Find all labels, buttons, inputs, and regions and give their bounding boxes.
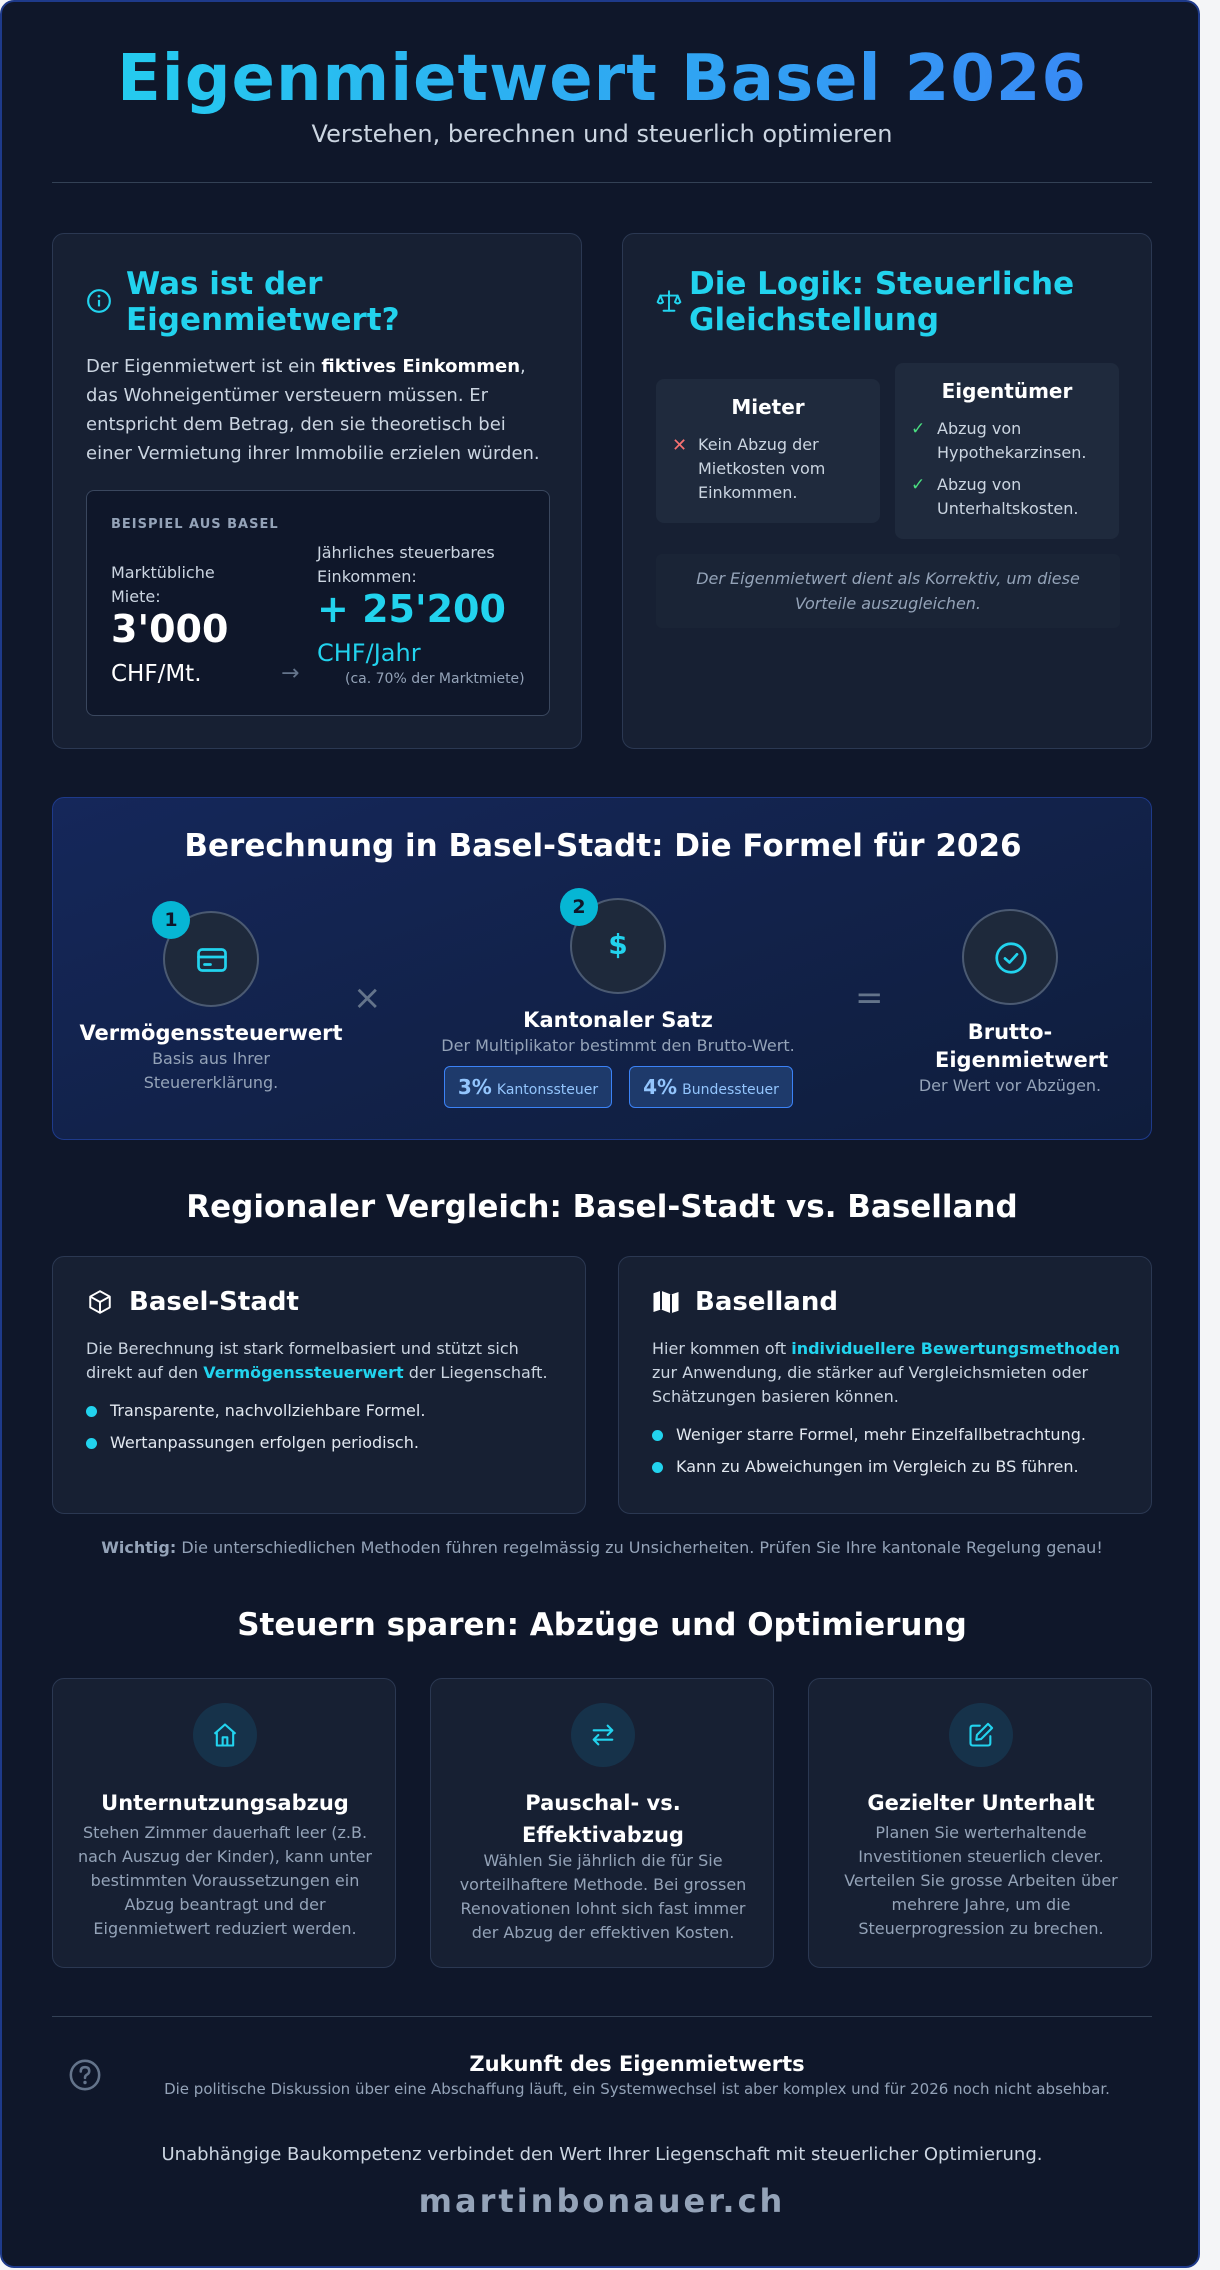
income-label: Jährliches steuerbares Einkommen: bbox=[317, 543, 495, 586]
owner-title: Eigentümer bbox=[941, 379, 1073, 403]
basel-stadt-bullet: Wertanpassungen erfolgen periodisch. bbox=[110, 1431, 419, 1455]
example-label: BEISPIEL AUS BASEL bbox=[111, 517, 279, 532]
rent-value: 3'000 bbox=[111, 607, 229, 651]
check-icon: ✓ bbox=[911, 475, 926, 495]
check-icon: ✓ bbox=[911, 419, 926, 439]
baselland-title: Baselland bbox=[695, 1287, 838, 1317]
footer-tagline: Unabhängige Baukompetenz verbindet den Wert Ihrer Liegenschaft mit steuerlicher Optimierung. bbox=[161, 2144, 1043, 2165]
divider bbox=[52, 2016, 1152, 2017]
income-note: (ca. 70% der Marktmiete) bbox=[345, 671, 525, 687]
divider bbox=[52, 182, 1152, 183]
check-circle-icon bbox=[993, 940, 1029, 976]
regional-title: Regionaler Vergleich: Basel-Stadt vs. Baselland bbox=[186, 1189, 1018, 1225]
baselland-bullet: Kann zu Abweichungen im Vergleich zu BS führen. bbox=[676, 1455, 1079, 1479]
basel-stadt-bullet: Transparente, nachvollziehbare Formel. bbox=[110, 1399, 425, 1423]
tip-desc: Planen Sie werterhaltende Investitionen steuerlich clever. Verteilen Sie grosse Arbeiten über mehrere Jahre, um die Steuerprogression zu brechen. bbox=[844, 1823, 1118, 1938]
tip-desc: Stehen Zimmer dauerhaft leer (z.B. nach Auszug der Kinder), kann unter bestimmten Voraussetzungen ein Abzug beantragt und der Eigenmietwert reduziert werden. bbox=[77, 1823, 373, 1938]
income-unit: CHF/Jahr bbox=[317, 639, 421, 667]
step2-desc: Der Multiplikator bestimmt den Brutto-Wert. bbox=[441, 1036, 795, 1055]
dollar-icon: $ bbox=[608, 928, 628, 961]
tip-title: Gezielter Unterhalt bbox=[867, 1791, 1095, 1815]
basel-stadt-text: Die Berechnung ist stark formelbasiert und stützt sich direkt auf den Vermögenssteuerwert der Liegenschaft. bbox=[86, 1339, 548, 1382]
owner-item: Abzug von Hypothekarzinsen. bbox=[937, 419, 1087, 462]
example-box bbox=[86, 490, 550, 716]
result-desc: Der Wert vor Abzügen. bbox=[918, 1076, 1102, 1095]
logic-card bbox=[622, 233, 1152, 749]
result-circle bbox=[962, 909, 1058, 1005]
map-icon bbox=[651, 1287, 681, 1317]
step1-number: 1 bbox=[152, 901, 190, 939]
logic-title: Die Logik: Steuerliche Gleichstellung bbox=[689, 266, 1075, 338]
page-title: Eigenmietwert Basel 2026 bbox=[2, 42, 1200, 116]
savings-card bbox=[808, 1678, 1152, 1968]
step1-desc: Basis aus Ihrer Steuererklärung. bbox=[143, 1049, 279, 1092]
federal-rate-pill: 4% Bundessteuer bbox=[629, 1066, 793, 1108]
future-title: Zukunft des Eigenmietwerts bbox=[469, 2052, 805, 2076]
cube-icon bbox=[87, 1289, 113, 1315]
canton-rate-pill: 3% Kantonssteuer bbox=[444, 1066, 612, 1108]
info-icon bbox=[86, 288, 112, 314]
savings-title: Steuern sparen: Abzüge und Optimierung bbox=[237, 1607, 967, 1643]
tenant-item: Kein Abzug der Mietkosten vom Einkommen. bbox=[698, 435, 826, 502]
times-operator: × bbox=[353, 978, 382, 1018]
cross-icon: ✕ bbox=[672, 435, 688, 456]
basel-stadt-title: Basel-Stadt bbox=[129, 1287, 299, 1317]
savings-card bbox=[52, 1678, 396, 1968]
scale-icon bbox=[656, 288, 682, 314]
home-icon bbox=[211, 1721, 239, 1749]
equals-operator: = bbox=[855, 978, 884, 1018]
step2-number: 2 bbox=[560, 888, 598, 926]
tip-title: Unternutzungsabzug bbox=[101, 1791, 349, 1815]
what-is-title: Was ist der Eigenmietwert? bbox=[126, 266, 400, 338]
credit-card-icon bbox=[194, 942, 230, 978]
regional-note: Wichtig: Die unterschiedlichen Methoden führen regelmässig zu Unsicherheiten. Prüfen Sie Ihre kantonale Regelung genau! bbox=[101, 1538, 1103, 1557]
step1-title: Vermögenssteuerwert bbox=[79, 1021, 343, 1045]
income-value: + 25'200 bbox=[317, 587, 506, 631]
rent-unit: CHF/Mt. bbox=[111, 661, 202, 687]
tip-desc: Wählen Sie jährlich die für Sie vorteilhaftere Methode. Bei grossen Renovationen lohnt sich fast immer der Abzug der effektiven Kosten. bbox=[459, 1851, 747, 1942]
tip-icon-circle bbox=[949, 1703, 1013, 1767]
logic-note: Der Eigenmietwert dient als Korrektiv, um diese Vorteile auszugleichen. bbox=[656, 554, 1120, 628]
tip-icon-circle bbox=[193, 1703, 257, 1767]
what-is-text: Der Eigenmietwert ist ein fiktives Einkommen, das Wohneigentümer versteuern müssen. Er entspricht dem Betrag, den sie theoretisch bei einer Vermietung ihrer Immobilie erzielen würden. bbox=[86, 356, 540, 464]
calculation-panel bbox=[52, 797, 1152, 1140]
step2-title: Kantonaler Satz bbox=[523, 1008, 713, 1032]
baselland-bullet: Weniger starre Formel, mehr Einzelfallbetrachtung. bbox=[676, 1423, 1086, 1447]
brand-link[interactable]: martinbonauer.ch bbox=[418, 2182, 786, 2220]
question-icon bbox=[68, 2058, 102, 2092]
tip-title: Pauschal- vs. Effektivabzug bbox=[522, 1791, 684, 1847]
calculation-title: Berechnung in Basel-Stadt: Die Formel für 2026 bbox=[184, 828, 1022, 864]
arrow-icon: → bbox=[281, 661, 300, 686]
tip-icon-circle bbox=[571, 1703, 635, 1767]
page-subtitle: Verstehen, berechnen und steuerlich optimieren bbox=[311, 120, 893, 148]
edit-icon bbox=[967, 1721, 995, 1749]
rent-label: Marktübliche Miete: bbox=[111, 563, 215, 606]
what-is-card bbox=[52, 233, 582, 749]
baselland-card bbox=[618, 1256, 1152, 1514]
owner-item: Abzug von Unterhaltskosten. bbox=[937, 475, 1079, 518]
owner-box bbox=[895, 363, 1119, 539]
tenant-title: Mieter bbox=[731, 395, 805, 419]
basel-stadt-card bbox=[52, 1256, 586, 1514]
tenant-box bbox=[656, 379, 880, 523]
result-title: Brutto-Eigenmietwert bbox=[935, 1020, 1109, 1072]
future-text: Die politische Diskussion über eine Abschaffung läuft, ein Systemwechsel ist aber komplex und für 2026 noch nicht absehbar. bbox=[164, 2080, 1110, 2098]
swap-icon bbox=[589, 1721, 617, 1749]
baselland-text: Hier kommen oft individuellere Bewertungsmethoden zur Anwendung, die stärker auf Vergleichsmieten oder Schätzungen basieren können. bbox=[652, 1339, 1120, 1406]
savings-card bbox=[430, 1678, 774, 1968]
